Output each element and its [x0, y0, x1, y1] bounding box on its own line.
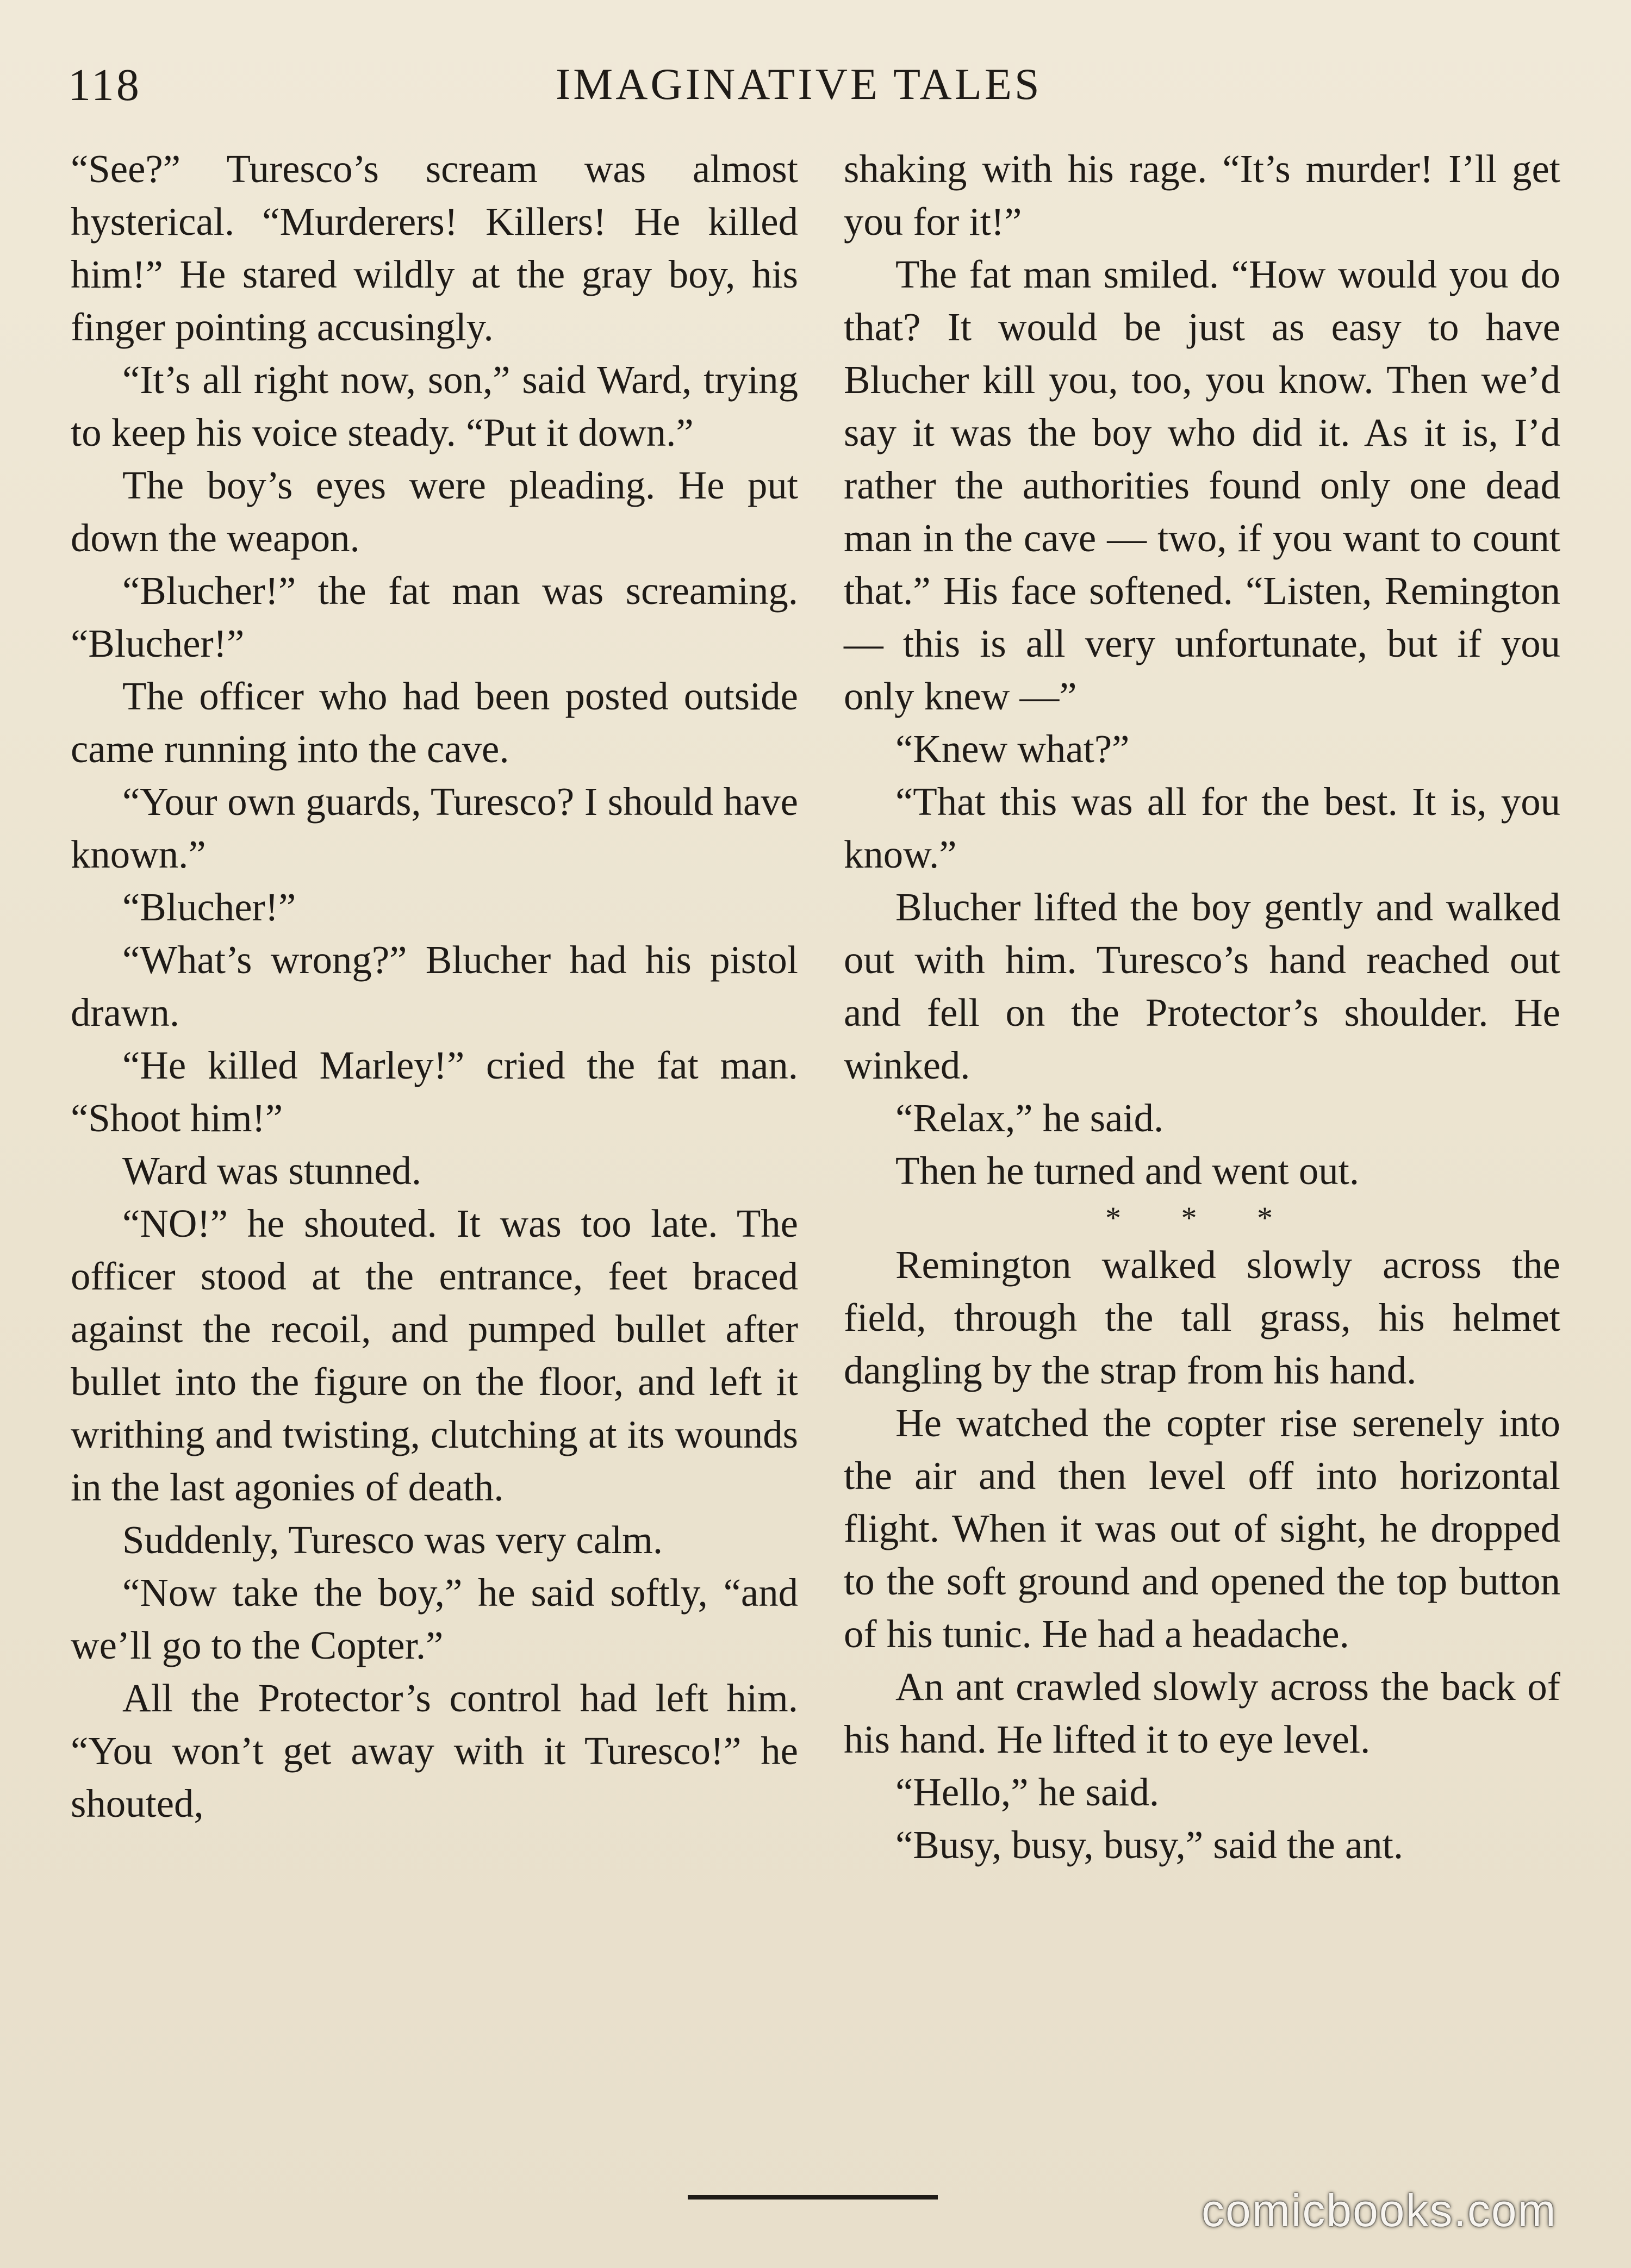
paragraph: “Busy, busy, busy,” said the ant. — [895, 1823, 1404, 1867]
paragraph: The fat man smiled. “How would you do that? It would be just as easy to have Blucher kill you, too, you know. Then we’d say it was the boy who did it. As it is, I’d rather the authorities found only one dead man in the cave — two, if you want to count that.” His face softened. “Listen, Remington — this is all very unfortunate, but if you only knew —” — [844, 252, 1560, 718]
paragraph: “He killed Marley!” cried the fat man. “Shoot him!” — [71, 1043, 798, 1140]
paragraph: Blucher lifted the boy gently and walked out with him. Turesco’s hand reached out and fell on the Protector’s shoulder. He winked. — [844, 885, 1560, 1087]
paragraph: “Relax,” he said. — [895, 1096, 1164, 1140]
paragraph: He watched the copter rise serenely into the air and then level off into horizontal flight. When it was out of sight, he dropped to the soft ground and opened the top button of his tunic. He had a headache. — [844, 1401, 1560, 1656]
paragraph: “Hello,” he said. — [895, 1770, 1160, 1814]
running-head: IMAGINATIVE TALES — [556, 59, 1042, 109]
paragraph: Suddenly, Turesco was very calm. — [122, 1518, 663, 1562]
page-number: 118 — [68, 60, 141, 110]
paragraph: “Blucher!” — [122, 885, 296, 929]
paragraph: The boy’s eyes were pleading. He put down the weapon. — [71, 463, 798, 560]
paragraph: “That this was all for the best. It is, you know.” — [844, 780, 1560, 876]
paragraph: “It’s all right now, son,” said Ward, trying to keep his voice steady. “Put it down.” — [71, 358, 798, 454]
paragraph: “What’s wrong?” Blucher had his pistol drawn. — [71, 938, 798, 1035]
paragraph: shaking with his rage. “It’s murder! I’ll get you for it!” — [844, 147, 1560, 244]
watermark: comicbooks.com — [1202, 2185, 1557, 2236]
paragraph: “Blucher!” the fat man was screaming. “Blucher!” — [71, 569, 798, 665]
paragraph: “Your own guards, Turesco? I should have known.” — [71, 780, 798, 876]
paragraph: Remington walked slowly across the field, through the tall grass, his helmet dangling by the strap from his hand. — [844, 1243, 1560, 1392]
left-column — [71, 142, 798, 1830]
paragraph: Ward was stunned. — [122, 1149, 422, 1193]
paragraph: An ant crawled slowly across the back of his hand. He lifted it to eye level. — [844, 1665, 1560, 1761]
bottom-rule — [688, 2195, 938, 2200]
paragraph: Then he turned and went out. — [895, 1149, 1360, 1193]
paragraph: “See?” Turesco’s scream was almost hysterical. “Murderers! Killers! He killed him!” He stared wildly at the gray boy, his finger pointing accusingly. — [71, 147, 798, 349]
right-column — [844, 142, 1560, 1871]
paragraph: The officer who had been posted outside came running into the cave. — [71, 674, 798, 771]
paragraph: “Knew what?” — [895, 727, 1130, 771]
paragraph: “NO!” he shouted. It was too late. The officer stood at the entrance, feet braced against the recoil, and pumped bullet after bullet into the figure on the floor, and left it writhing and twisting, clutching at its wounds in the last agonies of death. — [71, 1201, 798, 1509]
paragraph: All the Protector’s control had left him. “You won’t get away with it Turesco!” he shouted, — [71, 1676, 798, 1825]
paragraph: “Now take the boy,” he said softly, “and we’ll go to the Copter.” — [71, 1571, 798, 1667]
section-break: * * * — [1105, 1200, 1299, 1236]
